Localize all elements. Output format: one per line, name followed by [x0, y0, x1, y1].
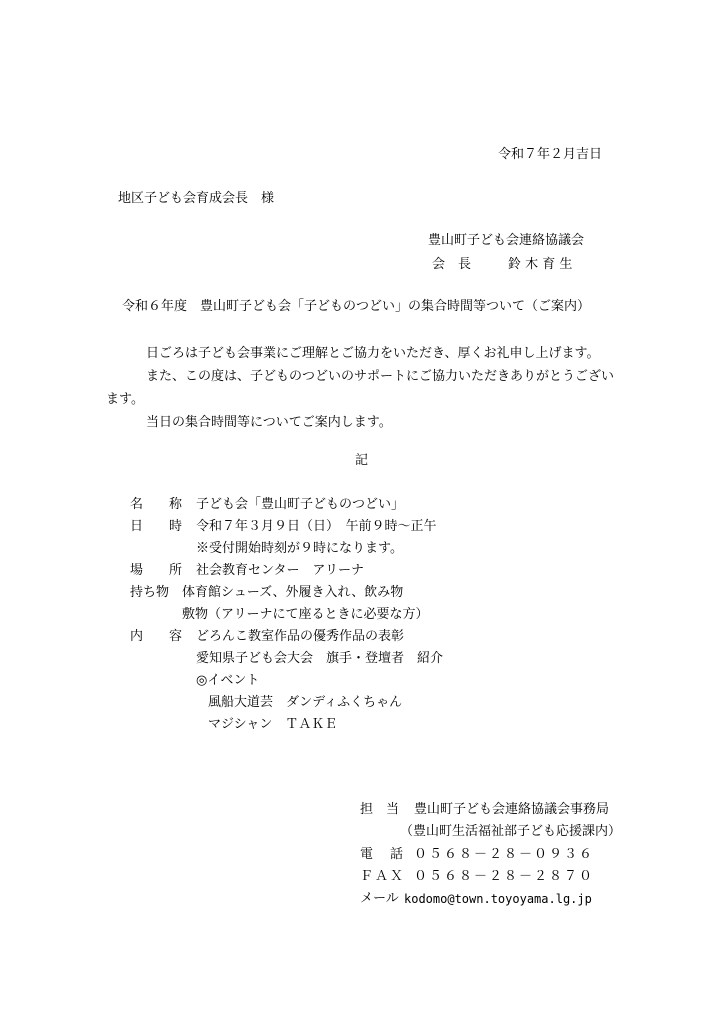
- content-item-5: マジシャン ＴＡＫＥ: [208, 717, 338, 732]
- datetime-label: 日 時: [130, 519, 183, 534]
- sender-title: 会 長: [432, 257, 472, 272]
- document-date: 令和７年２月吉日: [498, 147, 603, 162]
- belongings-value: 体育館シューズ、外履き入れ、飲み物: [182, 585, 404, 600]
- body-paragraph-1: 日ごろは子ども会事業にご理解とご協力をいただき、厚くお礼申し上げます。: [146, 346, 600, 361]
- contact-person-label: 担 当: [360, 802, 400, 817]
- content-item-4: 風船大道芸 ダンディふくちゃん: [208, 695, 403, 710]
- place-label: 場 所: [130, 563, 183, 578]
- datetime-note: ※受付開始時刻が９時になります。: [196, 541, 403, 556]
- recipient: 地区子ども会育成会長 様: [118, 191, 275, 206]
- place-value: 社会教育センター アリーナ: [196, 563, 364, 578]
- content-item-1: どろんこ教室作品の優秀作品の表彰: [196, 629, 405, 644]
- name-label: 名 称: [130, 497, 183, 512]
- content-label: 内 容: [130, 629, 183, 644]
- mail-label: メール: [360, 891, 399, 906]
- belongings-label: 持ち物: [130, 585, 170, 600]
- content-item-3: ◎イベント: [196, 673, 260, 688]
- ki-heading: 記: [355, 453, 369, 468]
- contact-person-value: 豊山町子ども会連絡協議会事務局: [414, 802, 610, 817]
- sender-organization: 豊山町子ども会連絡協議会: [428, 233, 585, 248]
- content-item-2: 愛知県子ども会大会 旗手・登壇者 紹介: [196, 651, 444, 666]
- mail-value[interactable]: kodomo@town.toyoyama.lg.jp: [404, 892, 592, 906]
- document-title: 令和６年度 豊山町子ども会「子どものつどい」の集合時間等ついて（ご案内）: [122, 299, 591, 314]
- contact-person-sub: （豊山町生活福祉部子ども応援課内）: [400, 824, 622, 839]
- sender-name: 鈴 木 育 生: [508, 257, 573, 272]
- body-paragraph-3: 当日の集合時間等についてご案内します。: [146, 415, 392, 430]
- fax-value: ０５６８－２８－２８７０: [414, 869, 595, 884]
- belongings-value-2: 敷物（アリーナにて座るときに必要な方）: [182, 607, 429, 622]
- tel-label: 電 話: [360, 847, 406, 862]
- fax-label: ＦＡＸ: [360, 869, 406, 884]
- name-value: 子ども会「豊山町子どものつどい」: [196, 497, 405, 512]
- body-paragraph-2-line-2: ます。: [106, 392, 144, 407]
- body-paragraph-2-line-1: また、この度は、子どものつどいのサポートにご協力いただきありがとうござい: [146, 369, 615, 384]
- tel-value: ０５６８－２８－０９３６: [414, 847, 595, 862]
- datetime-value: 令和７年３月９日（日） 午前９時～正午: [196, 519, 437, 534]
